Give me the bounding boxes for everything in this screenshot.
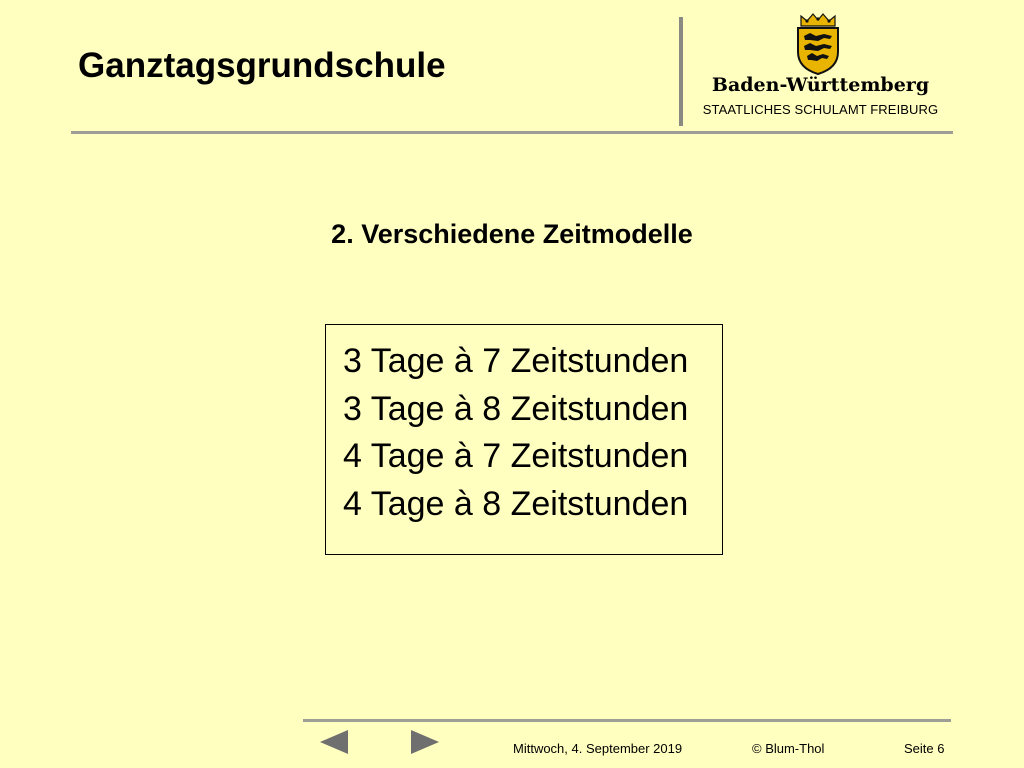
time-models-box xyxy=(325,324,723,555)
time-model-item: 3 Tage à 7 Zeitstunden xyxy=(343,342,689,380)
time-model-item: 4 Tage à 8 Zeitstunden xyxy=(343,484,689,523)
state-name: Baden-Württemberg xyxy=(711,74,930,96)
header-divider xyxy=(679,17,683,126)
arrow-left-icon[interactable] xyxy=(319,729,349,755)
page-title: Ganztagsgrundschule xyxy=(78,46,446,85)
header-rule xyxy=(71,131,683,134)
footer-date: Mittwoch, 4. September 2019 xyxy=(513,741,683,756)
coat-of-arms-icon xyxy=(793,12,843,76)
footer-rule xyxy=(303,719,951,722)
arrow-right-icon[interactable] xyxy=(410,729,440,755)
time-models-list xyxy=(343,338,688,528)
header-rule-right xyxy=(683,131,953,134)
office-name: STAATLICHES SCHULAMT FREIBURG xyxy=(702,102,939,117)
footer-copyright: © Blum-Thol xyxy=(752,741,825,756)
time-model-item: 4 Tage à 7 Zeitstunden xyxy=(343,437,689,475)
time-model-item: 3 Tage à 8 Zeitstunden xyxy=(343,389,689,428)
section-heading: 2. Verschiedene Zeitmodelle xyxy=(331,219,693,249)
page-number: Seite 6 xyxy=(904,741,945,756)
